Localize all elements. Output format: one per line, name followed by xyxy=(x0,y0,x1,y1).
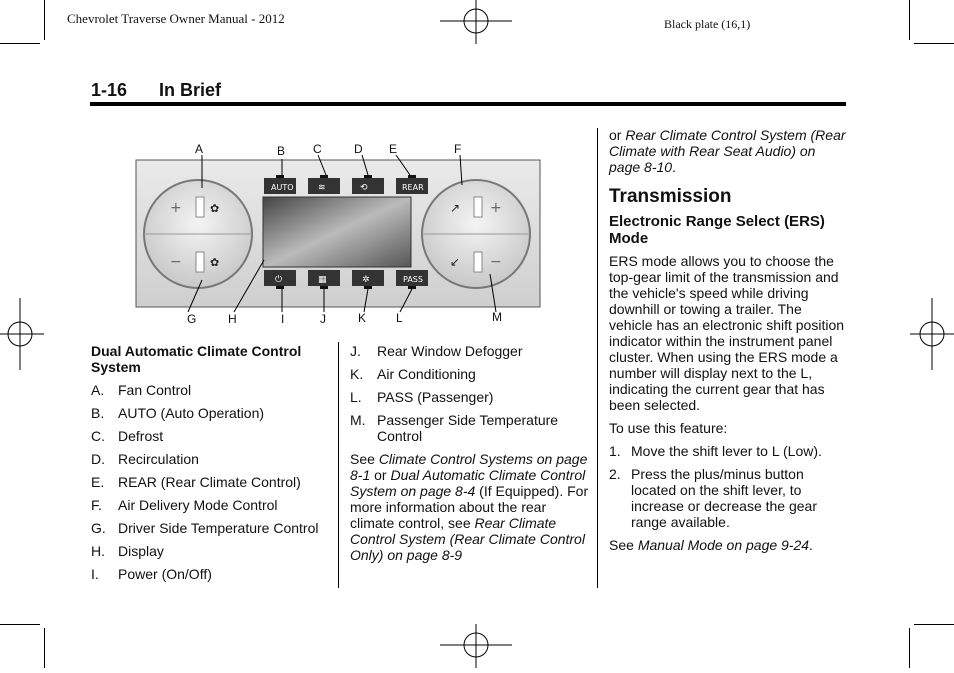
list-item: H. Display xyxy=(91,543,164,559)
section-title: In Brief xyxy=(159,80,222,100)
cross-reference-link[interactable]: Climate Control Systems on page 8-1 xyxy=(350,451,588,483)
list-item: J. Rear Window Defogger xyxy=(350,343,523,359)
manual-title: Chevrolet Traverse Owner Manual - 2012 xyxy=(67,11,285,26)
callout-label: E xyxy=(389,142,398,156)
registration-mark-top xyxy=(440,0,512,44)
svg-text:−: − xyxy=(170,254,182,270)
registration-mark-left xyxy=(0,298,44,370)
step-item: 1. Move the shift lever to L (Low). xyxy=(609,443,822,459)
svg-text:+: + xyxy=(490,200,502,216)
pass-button-label: PASS xyxy=(403,275,423,284)
list-item: K. Air Conditioning xyxy=(350,366,476,382)
callout-label: H xyxy=(228,312,237,326)
column-divider xyxy=(338,342,339,588)
list-item: G. Driver Side Temperature Control xyxy=(91,520,319,536)
svg-text:−: − xyxy=(490,254,502,270)
list-item: M. Passenger Side Temperature Control xyxy=(350,412,559,444)
list-item: F. Air Delivery Mode Control xyxy=(91,497,278,513)
callout-label: K xyxy=(358,311,367,325)
svg-text:✿: ✿ xyxy=(210,202,220,215)
cross-reference-link[interactable]: Manual Mode on page 9-24 xyxy=(637,537,810,553)
svg-text:⏻: ⏻ xyxy=(275,275,283,285)
column-1 xyxy=(91,343,333,589)
callout-label: I xyxy=(281,312,285,326)
header-rule xyxy=(90,102,846,106)
callout-label: M xyxy=(492,310,502,324)
callout-label: C xyxy=(313,142,322,156)
ers-paragraph: ERS mode allows you to choose the top-gear limit of the transmission and the vehicle's speed while driving downhill or towing a trailer. The vehicle has an electronic shift position indicator within the instrument panel cluster. When using the ERS mode a number will display next to the L, indicating the current gear that has been selected. xyxy=(609,253,845,413)
column-2 xyxy=(350,343,590,563)
column-3 xyxy=(609,127,849,553)
climate-heading: Dual Automatic Climate Control System xyxy=(91,343,302,375)
rear-button-label: REAR xyxy=(402,183,424,192)
svg-text:✲: ✲ xyxy=(362,275,370,285)
climate-control-diagram xyxy=(130,140,550,330)
callout-label: D xyxy=(354,142,363,156)
svg-text:↙: ↙ xyxy=(450,255,461,269)
transmission-heading: Transmission xyxy=(609,186,732,207)
svg-text:+: + xyxy=(170,200,182,216)
list-item: E. REAR (Rear Climate Control) xyxy=(91,474,301,490)
registration-mark-right xyxy=(910,298,954,370)
use-intro: To use this feature: xyxy=(609,420,728,436)
svg-text:≋: ≋ xyxy=(318,183,326,193)
list-item: B. AUTO (Auto Operation) xyxy=(91,405,265,421)
registration-mark-bottom xyxy=(440,624,512,668)
plate-label: Black plate (16,1) xyxy=(664,17,751,31)
svg-text:▦: ▦ xyxy=(318,275,327,285)
see-manual-mode: See Manual Mode on page 9-24. xyxy=(609,537,813,553)
cross-reference-link[interactable]: Rear Climate Control System (Rear Climate with Rear Seat Audio) on page 8-10 xyxy=(609,127,846,175)
ers-subheading: Electronic Range Select (ERS) Mode xyxy=(609,213,825,247)
list-item: D. Recirculation xyxy=(91,451,199,467)
svg-text:✿: ✿ xyxy=(210,256,220,269)
callout-label: L xyxy=(396,311,403,325)
auto-button-label: AUTO xyxy=(271,183,294,192)
step-item: 2. Press the plus/minus button located on the shift lever, to increase or decrease the gear range available. xyxy=(609,466,817,530)
see-also-paragraph: See Climate Control Systems on page 8-1 or Dual Automatic Climate Control System on page 8-4 (If Equipped). For more information about the rear climate control, see Rear Climate Control System (Rear Climate Control Only) on page 8-9 xyxy=(350,451,589,563)
list-item: C. Defrost xyxy=(91,428,164,444)
cross-reference-link[interactable]: Dual Automatic Climate Control System on page 8-4 xyxy=(350,467,586,499)
svg-text:↗: ↗ xyxy=(450,201,461,215)
callout-label: G xyxy=(187,312,197,326)
cross-reference-link[interactable]: Rear Climate Control System (Rear Climate Control Only) on page 8-9 xyxy=(350,515,585,563)
callout-label: J xyxy=(320,312,326,326)
svg-text:⟲: ⟲ xyxy=(360,183,368,193)
callout-label: F xyxy=(454,142,462,156)
callout-label: B xyxy=(277,144,286,158)
list-item: A. Fan Control xyxy=(91,382,192,398)
list-item: L. PASS (Passenger) xyxy=(350,389,494,405)
continued-reference: or Rear Climate Control System (Rear Climate with Rear Seat Audio) on page 8-10. xyxy=(609,127,846,175)
callout-label: A xyxy=(195,142,204,156)
column-divider xyxy=(597,128,598,588)
section-number: 1-16 xyxy=(91,80,128,100)
list-item: I. Power (On/Off) xyxy=(91,566,212,582)
